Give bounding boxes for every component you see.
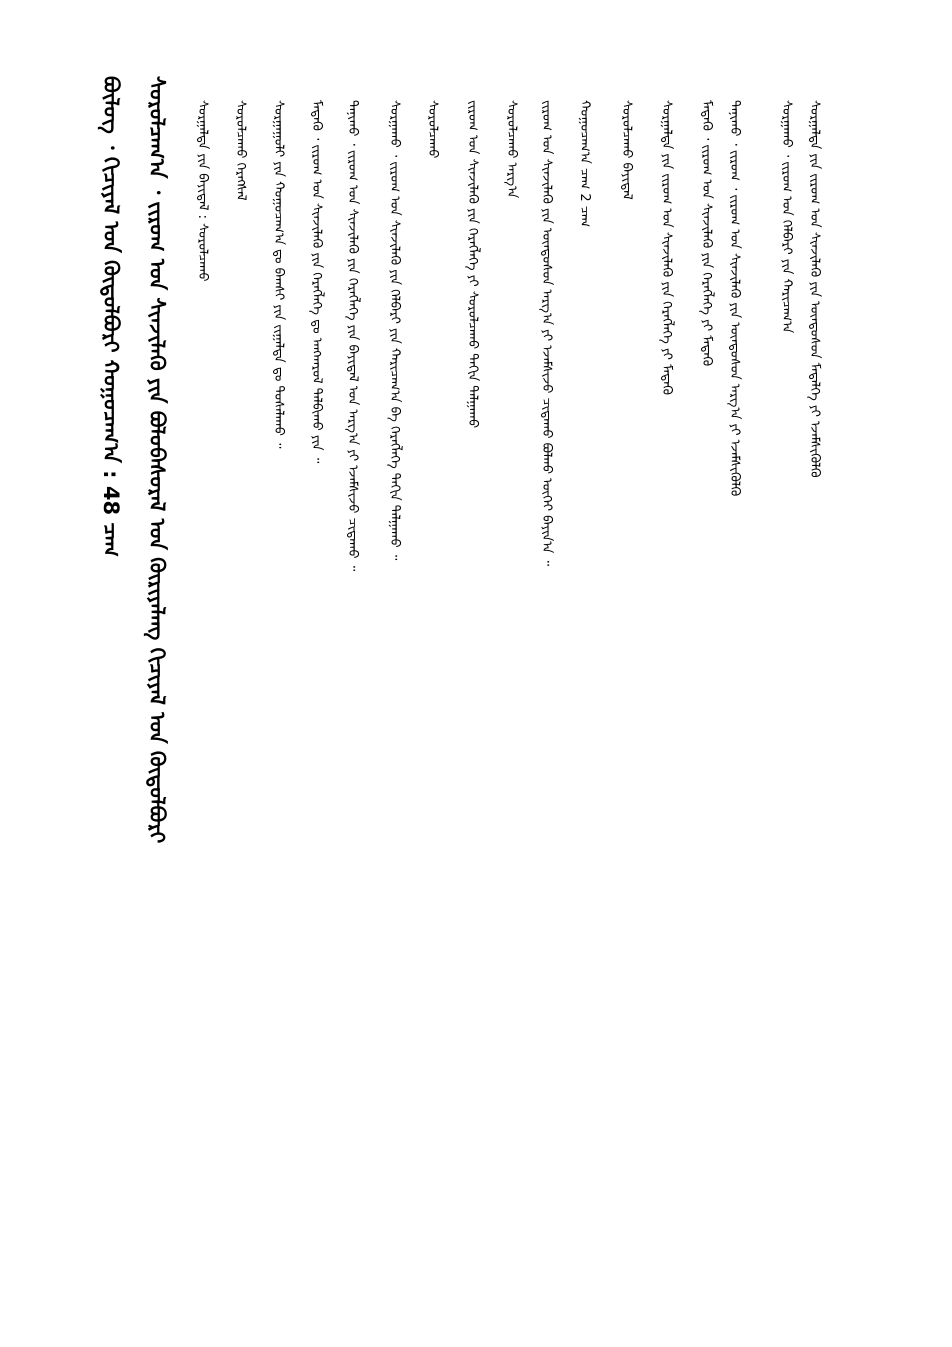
- text-line-11: ᠰᠤᠷᠤᠯᠴᠠᠬᠤ: [425, 100, 440, 159]
- text-line-4: ᠮᠡᠳᠡᠬᠦ ᠂ ᠵᠢᠷᠤᠭ ᠤᠨ ᠰᠢᠨᠵᠢᠯᠡᠬᠦ ᠶᠢᠨ ᠬᠡᠷᠡᠭᠯᠡᠭᠡ ᠶᠢ ᠮᠡᠳᠡᠬᠦ: [699, 100, 714, 367]
- text-line-15: ᠰᠤᠷᠭᠠᠭᠤᠯᠢ ᠶᠢᠨ ᠬᠤᠭᠤᠴᠠᠭ᠎ᠠ ᠳᠤ ᠪᠠᠭᠰᠢ ᠶᠢᠨ ᠵᠢᠭᠠᠯᠲᠠ ᠳᠤ ᠲᠤᠰᠠᠯᠠᠬᠤ ᠃: [271, 100, 286, 449]
- text-line-17: ᠰᠤᠷᠭᠠᠯᠲᠠ ᠶᠢᠨ ᠪᠠᠶᠢᠳᠠᠯ : ᠰᠤᠷᠤᠯᠴᠠᠬᠤ: [195, 100, 210, 282]
- text-line-12: ᠰᠤᠷᠭᠠᠬᠤ ᠂ ᠵᠢᠷᠤᠭ ᠤᠨ ᠰᠢᠨᠵᠢᠯᠡᠬᠦ ᠶᠢᠨ ᠬᠡᠯᠪᠡᠷᠢ ᠶᠢᠨ ᠬᠠᠷᠢᠴᠠᠭ᠎ᠠ ᠪᠠ ᠬᠡᠷᠡᠭᠯᠡᠭᠡ ᠳᠠᠬᠢᠨ ᠳᠠᠯᠭᠠᠬᠤ ᠃: [387, 100, 402, 561]
- text-line-2: ᠰᠤᠷᠭᠠᠬᠤ ᠂ ᠵᠢᠷᠤᠭ ᠤᠨ ᠬᠡᠯᠪᠡᠷᠢ ᠶᠢᠨ ᠬᠠᠷᠢᠴᠠᠭ᠎ᠠ: [779, 100, 794, 334]
- text-line-6: ᠰᠤᠷᠤᠯᠴᠠᠬᠤ ᠪᠠᠶᠢᠳᠠᠯ: [619, 100, 634, 200]
- page-title: ᠰᠤᠷᠤᠯᠴᠠᠭ᠎ᠠ ᠂ ᠵᠢᠷᠤᠭ ᠤᠨ ᠰᠢᠨᠵᠢᠯᠡᠬᠦ ᠶᠢᠨ ᠪᠣᠯᠣᠪᠠᠰᠤᠷᠠᠯ ᠤᠨ ᠬᠦᠷᠢᠶᠡᠯᠡᠩ ᠬᠢᠴᠢᠶᠡᠯ ᠤᠨ ᠬᠥᠲᠦᠯᠪᠦᠷᠢ: [145, 76, 169, 844]
- text-line-10: ᠵᠢᠷᠤᠭ ᠤᠨ ᠰᠢᠨᠵᠢᠯᠡᠬᠦ ᠶᠢᠨ ᠬᠡᠷᠡᠭᠯᠡᠭᠡ ᠶᠢ ᠰᠤᠷᠤᠯᠴᠠᠬᠤ ᠳᠠᠬᠢᠨ ᠳᠠᠯᠭᠠᠬᠤ: [465, 100, 480, 429]
- text-line-13: ᠲᠠᠨᠢᠬᠤ ᠂ ᠵᠢᠷᠤᠭ ᠤᠨ ᠰᠢᠨᠵᠢᠯᠡᠬᠦ ᠶᠢᠨ ᠬᠡᠷᠡᠭᠯᠡᠭᠡ ᠶᠢᠨ ᠪᠠᠶᠢᠳᠠᠯ ᠤᠨ ᠠᠷᠭ᠎ᠠ ᠶᠢ ᠡᠵᠡᠮᠰᠢᠵᠦ ᠴᠢᠳᠠᠬᠤ ᠃: [345, 100, 360, 572]
- text-line-8: ᠵᠢᠷᠤᠭ ᠤᠨ ᠰᠢᠨᠵᠢᠯᠡᠬᠦ ᠶᠢᠨ ᠦᠨᠳᠦᠰᠦᠨ ᠠᠷᠭ᠎ᠠ ᠶᠢ ᠡᠵᠡᠮᠰᠢᠵᠦ ᠴᠢᠳᠠᠬᠤ ᠪᠣᠯᠬᠤ ᠦᠭᠡᠢ ᠪᠠᠶᠢᠨ᠎ᠠ ᠃: [539, 100, 554, 567]
- text-line-16: ᠰᠤᠷᠤᠯᠴᠠᠬᠤ ᠬᠡᠷᠡᠭᠰᠡᠯ: [233, 100, 248, 201]
- page-subtitle: ᠪᠦᠯᠦᠭ ᠂ ᠬᠢᠴᠢᠶᠡᠯ ᠤᠨ ᠬᠥᠲᠦᠯᠪᠦᠷᠢ ᠬᠤᠭᠤᠴᠠᠭ᠎ᠠ : 48 ᠴᠠᠭ: [99, 76, 123, 557]
- text-line-1: ᠰᠤᠷᠭᠠᠯᠲᠠ ᠶᠢᠨ ᠵᠢᠷᠤᠭ ᠤᠨ ᠰᠢᠨᠵᠢᠯᠡᠬᠦ ᠶᠢᠨ ᠦᠨᠳᠦᠰᠦᠨ ᠮᠡᠳᠡᠯᠭᠡ ᠶᠢ ᠡᠵᠡᠮᠰᠢᠭᠦᠯᠬᠦ: [807, 100, 822, 478]
- text-line-7: ᠬᠤᠭᠤᠴᠠᠭ᠎ᠠ ᠴᠠᠭ 2 ᠴᠠᠭ: [577, 100, 592, 228]
- text-line-5: ᠰᠤᠷᠭᠠᠯᠲᠠ ᠶᠢᠨ ᠵᠢᠷᠤᠭ ᠤᠨ ᠰᠢᠨᠵᠢᠯᠡᠬᠦ ᠶᠢᠨ ᠬᠡᠷᠡᠭᠯᠡᠭᠡ ᠶᠢ ᠮᠡᠳᠡᠬᠦ: [659, 100, 674, 395]
- text-line-14: ᠮᠡᠳᠡᠬᠦ ᠂ ᠵᠢᠷᠤᠭ ᠤᠨ ᠰᠢᠨᠵᠢᠯᠡᠬᠦ ᠶᠢᠨ ᠬᠡᠷᠡᠭᠯᠡᠭᠡ ᠳᠤ ᠠᠩᠬᠠᠷᠤᠯ ᠲᠠᠯᠪᠢᠬᠤ ᠶᠢᠨ ᠃: [309, 100, 324, 464]
- text-line-3: ᠲᠠᠨᠢᠬᠤ ᠂ ᠵᠢᠷᠤᠭ ᠂ ᠵᠢᠷᠤᠭ ᠤᠨ ᠰᠢᠨᠵᠢᠯᠡᠬᠦ ᠶᠢᠨ ᠦᠨᠳᠦᠰᠦᠨ ᠠᠷᠭ᠎ᠠ ᠶᠢ ᠡᠵᠡᠮᠰᠢᠭᠦᠯᠬᠦ: [727, 100, 742, 497]
- text-line-9: ᠰᠤᠷᠤᠯᠴᠠᠬᠤ ᠠᠷᠭ᠎ᠠ: [504, 100, 519, 199]
